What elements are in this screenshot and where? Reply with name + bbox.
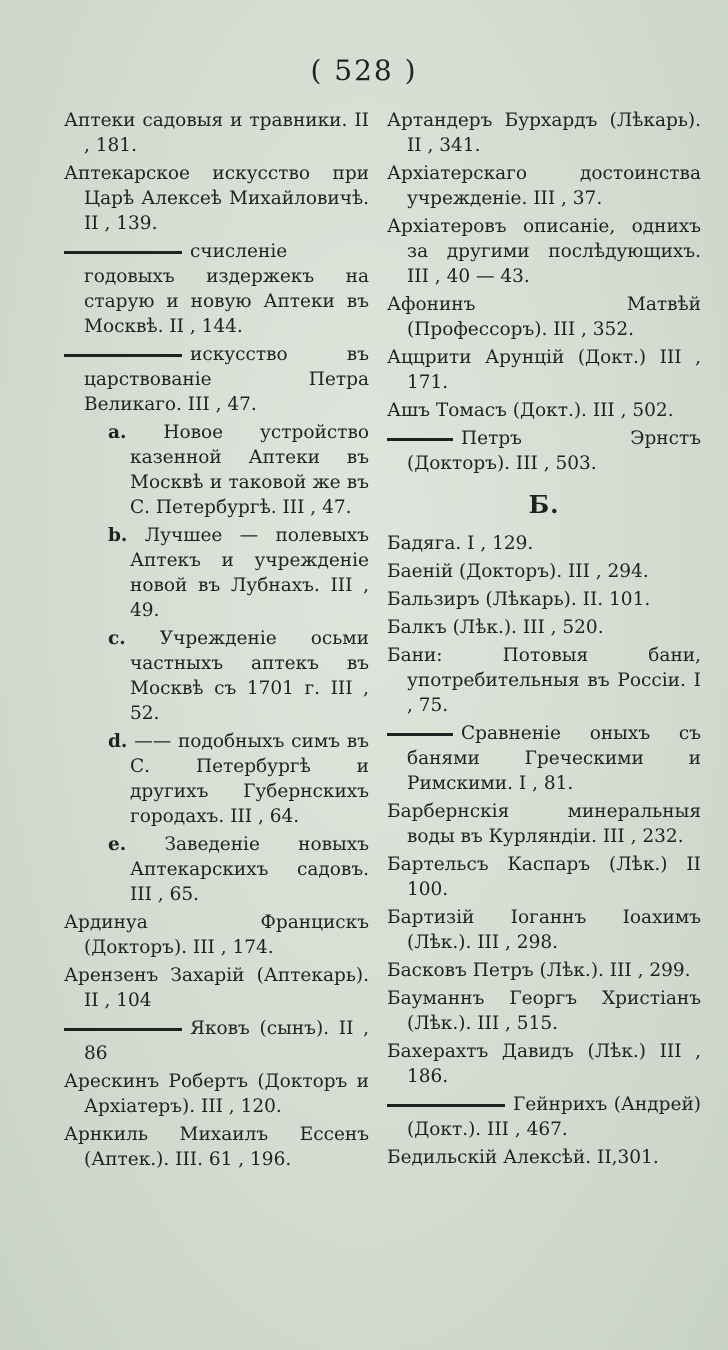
index-entry (387, 108, 701, 158)
index-entry-text: Бадяга. I , 129. (387, 533, 534, 554)
index-entry-text: Бахерахтъ Давидъ (Лѣк.) III , 186. (387, 1041, 701, 1087)
index-entry (387, 559, 701, 584)
index-entry-text: Яковъ (сынъ). II , 86 (84, 1018, 369, 1064)
index-entry-text: Заведеніе новыхъ Аптекарскихъ садовъ. III , 65. (130, 834, 369, 905)
sub-entry-marker: a. (108, 422, 127, 443)
ditto-dash (64, 1028, 182, 1031)
sub-entry-marker: b. (108, 525, 128, 546)
ditto-dash (387, 733, 453, 736)
sub-entry-marker: e. (108, 834, 127, 855)
index-entry (387, 1039, 701, 1089)
index-entry (64, 963, 369, 1013)
index-entry (387, 398, 701, 423)
index-entry-text: Учрежденіе осьми частныхъ аптекъ въ Москвѣ съ 1701 г. III , 52. (130, 628, 369, 724)
index-entry-text: Гейнрихъ (Андрей) (Докт.). III , 467. (407, 1094, 701, 1140)
index-entry (387, 426, 701, 476)
index-entry (387, 905, 701, 955)
index-entry-text: Артандеръ Бурхардъ (Лѣкарь). II , 341. (387, 110, 701, 156)
index-entry-text: Афонинъ Матвѣй (Профессоръ). III , 352. (387, 294, 701, 340)
index-entry-text: Барбернскія минеральныя воды въ Курляндіи. III , 232. (387, 801, 701, 847)
index-entry-text: Сравненіе оныхъ съ банями Греческими и Римскими. I , 81. (407, 723, 701, 794)
section-heading-b: Б. (528, 490, 560, 519)
index-entry-text: Аццрити Арунцій (Докт.) III , 171. (387, 347, 701, 393)
sub-entry-marker: d. (108, 731, 128, 752)
index-entry (387, 214, 701, 289)
index-entry-text: Аптекарское искусство при Царѣ Алексеѣ Михайловичѣ. II , 139. (64, 163, 369, 234)
index-entry-text: Балкъ (Лѣк.). III , 520. (387, 617, 604, 638)
index-entry-text: Бедильскій Алексѣй. II,301. (387, 1147, 659, 1168)
index-entry (387, 615, 701, 640)
index-column-left (64, 108, 369, 1175)
index-entry (387, 986, 701, 1036)
index-column-right (387, 108, 701, 1173)
index-entry-text: Бальзиръ (Лѣкарь). II. 101. (387, 589, 651, 610)
index-entry (64, 420, 369, 520)
index-entry (64, 342, 369, 417)
ditto-dash (387, 438, 453, 441)
index-entry-text: Ардинуа Францискъ (Докторъ). III , 174. (64, 912, 369, 958)
index-entry-text: Ашъ Томасъ (Докт.). III , 502. (387, 400, 674, 421)
index-entry (387, 852, 701, 902)
index-entry (387, 587, 701, 612)
index-entry (64, 910, 369, 960)
index-entry-text: Арескинъ Робертъ (Докторъ и Архіатеръ). III , 120. (64, 1071, 369, 1117)
ditto-dash (64, 354, 182, 357)
index-entry-text: Бартизій Іоганнъ Іоахимъ (Лѣк.). III , 298. (387, 907, 701, 953)
index-entry-text: искусство въ царствованіе Петра Великаго. III , 47. (84, 344, 369, 415)
index-entry (64, 626, 369, 726)
index-entry (64, 523, 369, 623)
index-entry-text: счисленіе годовыхъ издержекъ на старую и новую Аптеки въ Москвѣ. II , 144. (84, 241, 369, 337)
index-entry-text: Лучшее — полевыхъ Аптекъ и учрежденіе новой въ Лубнахъ. III , 49. (130, 525, 369, 621)
index-section-a-continued (387, 108, 701, 476)
index-entry-text: Бартельсъ Каспаръ (Лѣк.) II 100. (387, 854, 701, 900)
index-entry (387, 161, 701, 211)
index-entry (64, 1016, 369, 1066)
index-entry-text: Бани: Потовыя бани, употребительныя въ Россіи. I , 75. (387, 645, 701, 716)
index-entry-text: Петръ Эрнстъ (Докторъ). III , 503. (407, 428, 701, 474)
index-entry (387, 958, 701, 983)
index-entry (387, 292, 701, 342)
index-entry-text: Архіатеровъ описаніе, однихъ за другими послѣдующихъ. III , 40 — 43. (387, 216, 701, 287)
index-entry-text: Басковъ Петръ (Лѣк.). III , 299. (387, 960, 691, 981)
ditto-dash (387, 1104, 505, 1107)
index-entry-text: Бауманнъ Георгъ Христіанъ (Лѣк.). III , 515. (387, 988, 701, 1034)
ditto-dash (64, 251, 182, 254)
index-entry-text: Арнкиль Михаилъ Ессенъ (Аптек.). III. 61 , 196. (64, 1124, 369, 1170)
index-entry (64, 729, 369, 829)
page-number: ( 528 ) (310, 54, 418, 87)
index-entry-text: Новое устройство казенной Аптеки въ Москвѣ и таковой же въ С. Петербургѣ. III , 47. (130, 422, 369, 518)
index-entry (64, 832, 369, 907)
index-section-b (387, 531, 701, 1170)
index-entry (64, 108, 369, 158)
index-entry-text: Архіатерскаго достоинства учрежденіе. III , 37. (387, 163, 701, 209)
index-entry (387, 1145, 701, 1170)
index-entry-text: —— подобныхъ симъ въ С. Петербургѣ и другихъ Губернскихъ городахъ. III , 64. (130, 731, 369, 827)
index-entry (64, 161, 369, 236)
index-entry-text: Баеній (Докторъ). III , 294. (387, 561, 649, 582)
index-entry (64, 1069, 369, 1119)
index-entry (387, 643, 701, 718)
index-entry (387, 345, 701, 395)
sub-entry-marker: c. (108, 628, 126, 649)
index-entry (64, 1122, 369, 1172)
index-entry (64, 239, 369, 339)
index-entry (387, 531, 701, 556)
index-entry (387, 799, 701, 849)
index-entry (387, 721, 701, 796)
index-entry-text: Аптеки садовыя и травники. II , 181. (64, 110, 369, 156)
index-entry-text: Арензенъ Захарій (Аптекарь). II , 104 (64, 965, 369, 1011)
index-entry (387, 1092, 701, 1142)
